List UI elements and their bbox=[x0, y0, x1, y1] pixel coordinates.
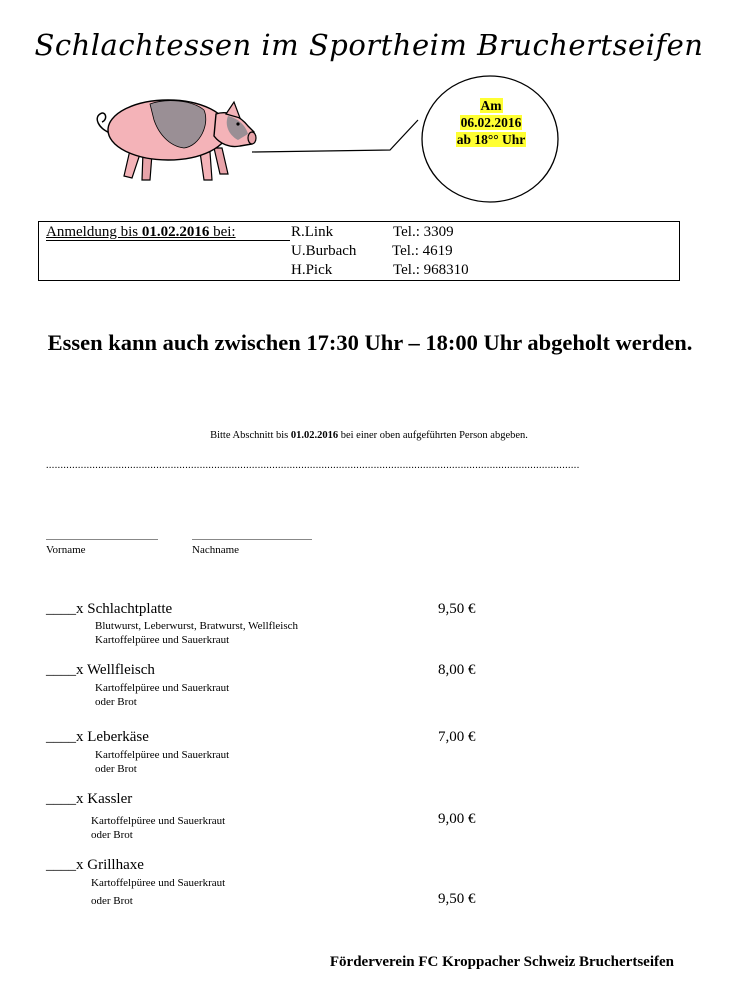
menu-item-detail: oder Brot bbox=[95, 696, 137, 708]
menu-item-detail: Kartoffelpüree und Sauerkraut bbox=[95, 749, 230, 761]
pig-illustration bbox=[88, 88, 258, 188]
contact-tel: Tel.: 4619 bbox=[392, 243, 453, 259]
menu-item-detail: Kartoffelpüree und Sauerkraut bbox=[95, 682, 230, 694]
pickup-headline: Essen kann auch zwischen 17:30 Uhr – 18:00 Uhr abgeholt werden. bbox=[47, 330, 693, 355]
menu-item-wellfleisch[interactable]: ____x Wellfleisch bbox=[46, 662, 155, 678]
contact-name: H.Pick bbox=[291, 262, 333, 278]
organizer-footer: Förderverein FC Kroppacher Schweiz Bruchertseifen bbox=[329, 954, 674, 970]
event-date: 06.02.2016 bbox=[460, 115, 522, 130]
registration-underline bbox=[46, 240, 290, 241]
contact-name: R.Link bbox=[291, 224, 334, 240]
menu-item-grillhaxe[interactable]: ____x Grillhaxe bbox=[46, 857, 144, 873]
menu-item-detail: oder Brot bbox=[91, 829, 133, 841]
event-date-info bbox=[436, 97, 546, 148]
pig-leg-front bbox=[200, 152, 212, 180]
menu-item-detail: oder Brot bbox=[95, 763, 137, 775]
last-name-label: Nachname bbox=[192, 544, 240, 556]
contact-tel: Tel.: 968310 bbox=[393, 262, 469, 278]
first-name-label: Vorname bbox=[46, 544, 86, 556]
contact-tel: Tel.: 3309 bbox=[393, 224, 454, 240]
page-title: Schlachtessen im Sportheim Bruchertseifen bbox=[34, 28, 704, 62]
cut-line: ........................................................................................................................................................................................ bbox=[46, 460, 580, 471]
menu-item-price: 9,00 € bbox=[438, 811, 476, 827]
registration-deadline: 01.02.2016 bbox=[141, 224, 210, 240]
menu-item-price: 9,50 € bbox=[438, 891, 476, 907]
registration-label: Anmeldung bis 01.02.2016 bei: bbox=[46, 224, 236, 240]
menu-item-detail: Kartoffelpüree und Sauerkraut bbox=[91, 877, 226, 889]
speech-bubble-tail bbox=[250, 112, 430, 162]
menu-item-price: 9,50 € bbox=[438, 601, 476, 617]
contact-name: U.Burbach bbox=[291, 243, 357, 259]
menu-item-price: 8,00 € bbox=[438, 662, 476, 678]
pig-eye bbox=[236, 122, 239, 125]
menu-item-leberkaese[interactable]: ____x Leberkäse bbox=[46, 729, 149, 745]
menu-item-price: 7,00 € bbox=[438, 729, 476, 745]
menu-item-detail: Kartoffelpüree und Sauerkraut bbox=[95, 634, 230, 646]
pig-leg-front2 bbox=[214, 148, 228, 174]
return-deadline: 01.02.2016 bbox=[290, 430, 339, 441]
menu-item-detail: Blutwurst, Leberwurst, Bratwurst, Wellfleisch bbox=[95, 620, 298, 632]
event-time: ab 18°° Uhr bbox=[456, 132, 526, 147]
last-name-field[interactable] bbox=[192, 539, 312, 540]
event-date-label: Am bbox=[480, 98, 502, 113]
menu-item-schlachtplatte[interactable]: ____x Schlachtplatte bbox=[46, 601, 173, 617]
menu-item-detail: oder Brot bbox=[91, 895, 133, 907]
first-name-field[interactable] bbox=[46, 539, 158, 540]
menu-item-kassler[interactable]: ____x Kassler bbox=[46, 791, 133, 807]
return-notice: Bitte Abschnitt bis 01.02.2016 bei einer oben aufgeführten Person abgeben. bbox=[210, 430, 528, 441]
menu-item-detail: Kartoffelpüree und Sauerkraut bbox=[91, 815, 226, 827]
